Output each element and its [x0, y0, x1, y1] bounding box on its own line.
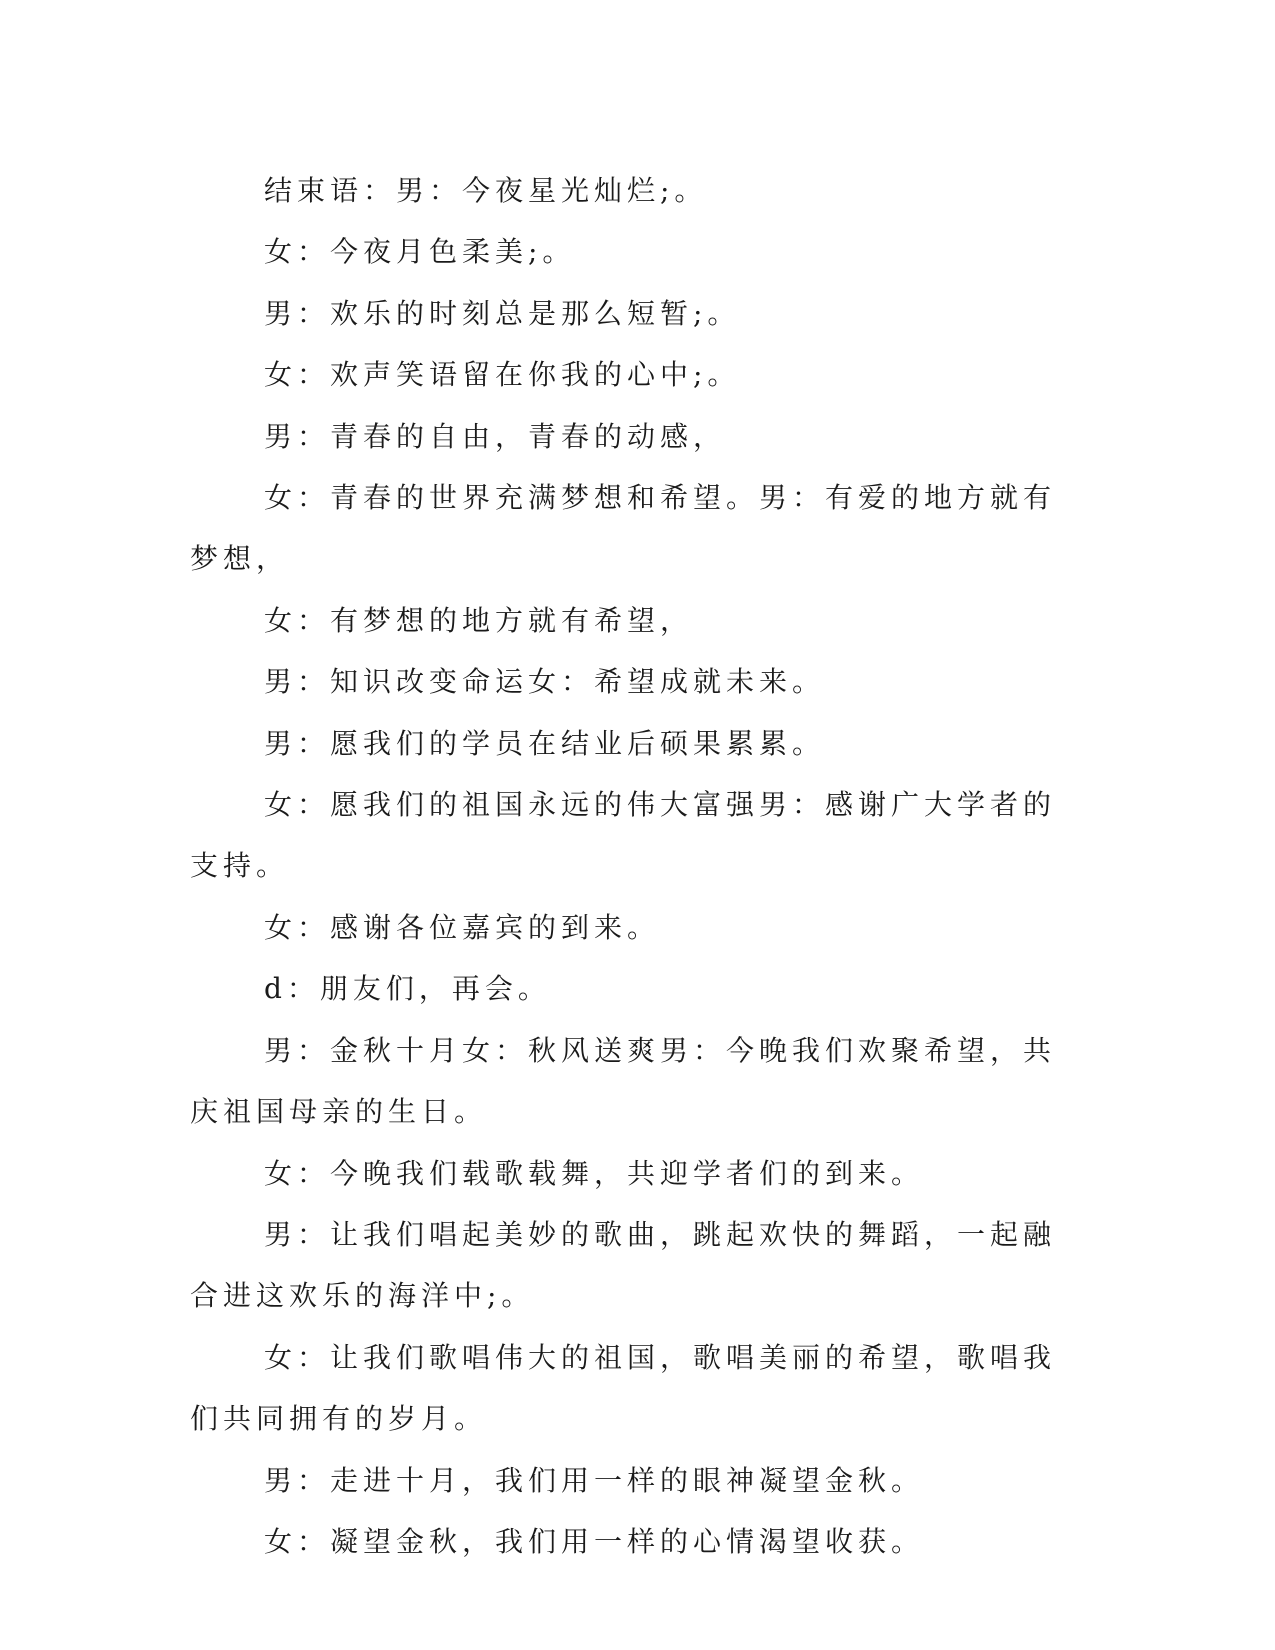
paragraph-5: 男：青春的自由，青春的动感， — [264, 419, 727, 453]
paragraph-11: 女：感谢各位嘉宾的到来。 — [264, 910, 661, 944]
paragraph-16: 女：让我们歌唱伟大的祖国，歌唱美丽的希望，歌唱我们共同拥有的岁月。 — [190, 1340, 1057, 1436]
paragraph-2: 女：今夜月色柔美;。 — [264, 235, 576, 269]
paragraph-8: 男：知识改变命运女：希望成就未来。 — [264, 665, 826, 699]
paragraph-14: 女：今晚我们载歌载舞，共迎学者们的到来。 — [264, 1156, 925, 1190]
paragraph-9: 男：愿我们的学员在结业后硕果累累。 — [264, 726, 826, 760]
paragraph-6: 女：青春的世界充满梦想和希望。男：有爱的地方就有梦想， — [190, 481, 1057, 576]
document-body — [190, 160, 1070, 1572]
paragraph-12: d：朋友们，再会。 — [264, 972, 551, 1006]
paragraph-1: 结束语：男：今夜星光灿烂;。 — [264, 174, 708, 207]
paragraph-7: 女：有梦想的地方就有希望， — [264, 603, 694, 637]
paragraph-13: 男：金秋十月女：秋风送爽男：今晚我们欢聚希望，共庆祖国母亲的生日。 — [190, 1033, 1057, 1129]
paragraph-10: 女：愿我们的祖国永远的伟大富强男：感谢广大学者的支持。 — [190, 788, 1057, 883]
paragraph-18: 女：凝望金秋，我们用一样的心情渴望收获。 — [264, 1524, 925, 1558]
paragraph-17: 男：走进十月，我们用一样的眼神凝望金秋。 — [264, 1463, 925, 1497]
paragraph-4: 女：欢声笑语留在你我的心中;。 — [264, 358, 741, 392]
paragraph-15: 男：让我们唱起美妙的歌曲，跳起欢快的舞蹈，一起融合进这欢乐的海洋中;。 — [190, 1217, 1057, 1313]
paragraph-3: 男：欢乐的时刻总是那么短暂;。 — [264, 296, 741, 330]
